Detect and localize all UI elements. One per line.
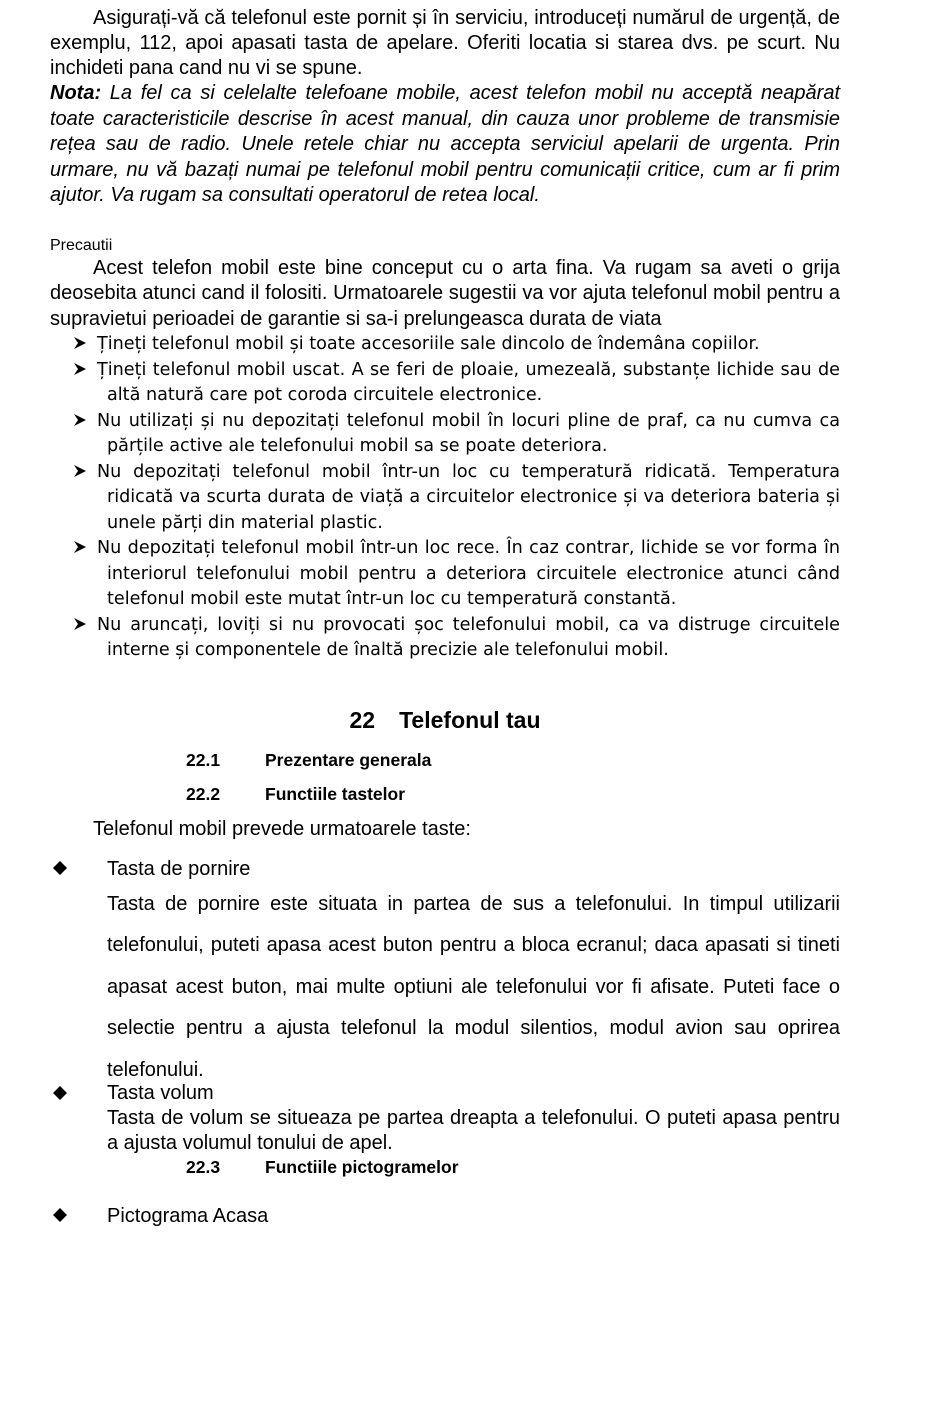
precaution-item-text: Țineți telefonul mobil și toate accesoriile sale dincolo de îndemâna copiilor. <box>97 334 760 354</box>
home-icon-item <box>50 1203 840 1229</box>
keys-intro: Telefonul mobil prevede urmatoarele taste: <box>93 817 471 840</box>
precaution-item <box>50 536 840 613</box>
precaution-item <box>50 460 840 537</box>
arrow-bullet-icon <box>73 358 97 384</box>
volume-key-item <box>50 1081 840 1106</box>
subsection-title: Functiile tastelor <box>265 783 406 804</box>
precaution-item-text: Nu depozitați telefonul mobil într-un loc rece. În caz contrar, lichide se vor forma în interiorul telefonului mobil pentru a deteriora circuitele electronice atunci când telefonul mobil este mutat într-un loc cu temperatură constantă. <box>97 538 840 609</box>
subsection-heading <box>50 1156 840 1178</box>
note-label: Nota: <box>50 82 102 104</box>
subsection-title: Prezentare generala <box>265 749 432 770</box>
note-paragraph <box>50 81 840 209</box>
section-title: Telefonul tau <box>399 706 541 733</box>
diamond-bullet-icon <box>53 1086 67 1100</box>
precaution-item <box>50 358 840 409</box>
volume-key-description: Tasta de volum se situeaza pe partea dreapta a telefonului. O puteti apasa pentru a ajusta volumul tonului de apel. <box>107 1107 840 1155</box>
home-icon-title: Pictograma Acasa <box>107 1205 269 1228</box>
precaution-item-text: Țineți telefonul mobil uscat. A se feri de ploaie, umezeală, substanțe lichide sau de altă natură care pot coroda circuitele electronice. <box>97 359 840 405</box>
precaution-item <box>50 332 840 358</box>
document-page <box>50 6 840 1229</box>
arrow-bullet-icon <box>73 409 97 435</box>
arrow-bullet-icon <box>73 536 97 562</box>
precautions-heading: Precautii <box>50 236 113 254</box>
diamond-bullet-icon <box>53 1208 67 1222</box>
subsection-heading <box>50 749 840 771</box>
precaution-item <box>50 613 840 664</box>
volume-key-title: Tasta volum <box>107 1082 214 1105</box>
note-text: La fel ca si celelalte telefoane mobile, acest telefon mobil nu acceptă neapărat toate caracteristicile descrise în acest manual, din cauza unor probleme de transmisie rețea sau de radio. Unele retele chiar nu accepta serviciul apelarii de urgenta. Prin urmare, nu vă bazați numai pe telefonul mobil pentru comunicații critice, cum ar fi prim ajutor. Va rugam sa consultati operatorul de retea local. <box>50 82 840 206</box>
section-number: 22 <box>349 706 376 733</box>
precaution-item <box>50 409 840 460</box>
power-key-title: Tasta de pornire <box>107 857 251 880</box>
precautions-list <box>50 332 840 664</box>
subsection-number: 22.1 <box>186 749 221 770</box>
subsection-number: 22.3 <box>186 1157 221 1178</box>
diamond-bullet-icon <box>53 861 67 875</box>
subsection-number: 22.2 <box>186 783 221 804</box>
emergency-paragraph: Asigurați-vă că telefonul este pornit și în serviciu, introduceți numărul de urgență, de exemplu, 112, apoi apasati tasta de apelare. Oferiti locatia si starea dvs. pe scurt. Nu inchideti pana cand nu vi se spune. <box>50 7 840 79</box>
power-key-description: Tasta de pornire este situata in partea de sus a telefonului. In timpul utilizarii telefonului, puteti apasa acest buton pentru a bloca ecranul; daca apasati si tineti apasat acest buton, mai multe optiuni ale telefonului vor fi afisate. Puteti face o selectie pentru a ajusta telefonul la modul silentios, modul avion sau oprirea telefonului. <box>107 892 840 1081</box>
subsection-title: Functiile pictogramelor <box>265 1157 459 1178</box>
precaution-item-text: Nu aruncați, loviți si nu provocati șoc telefonului mobil, ca va distruge circuitele interne și componentele de înaltă precizie ale telefonului mobil. <box>97 614 840 660</box>
precaution-item-text: Nu depozitați telefonul mobil într-un loc cu temperatură ridicată. Temperatura ridicată va scurta durata de viață a circuitelor electronice și va deteriora bateria și unele părți din material plastic. <box>97 461 840 533</box>
arrow-bullet-icon <box>73 460 97 486</box>
precautions-intro: Acest telefon mobil este bine conceput cu o arta fina. Va rugam sa aveti o grija deosebita atunci cand il folositi. Urmatoarele sugestii va vor ajuta telefonul mobil pentru a supravietui perioadei de garantie si sa-i prelungeasca durata de viata <box>50 256 840 330</box>
arrow-bullet-icon <box>73 332 97 358</box>
subsection-heading <box>50 783 840 805</box>
section-heading <box>50 705 840 735</box>
precaution-item-text: Nu utilizați și nu depozitați telefonul mobil în locuri pline de praf, ca nu cumva ca părțile active ale telefonului mobil sa se poate deteriora. <box>97 410 840 456</box>
power-key-item <box>50 856 840 882</box>
arrow-bullet-icon <box>73 613 97 639</box>
